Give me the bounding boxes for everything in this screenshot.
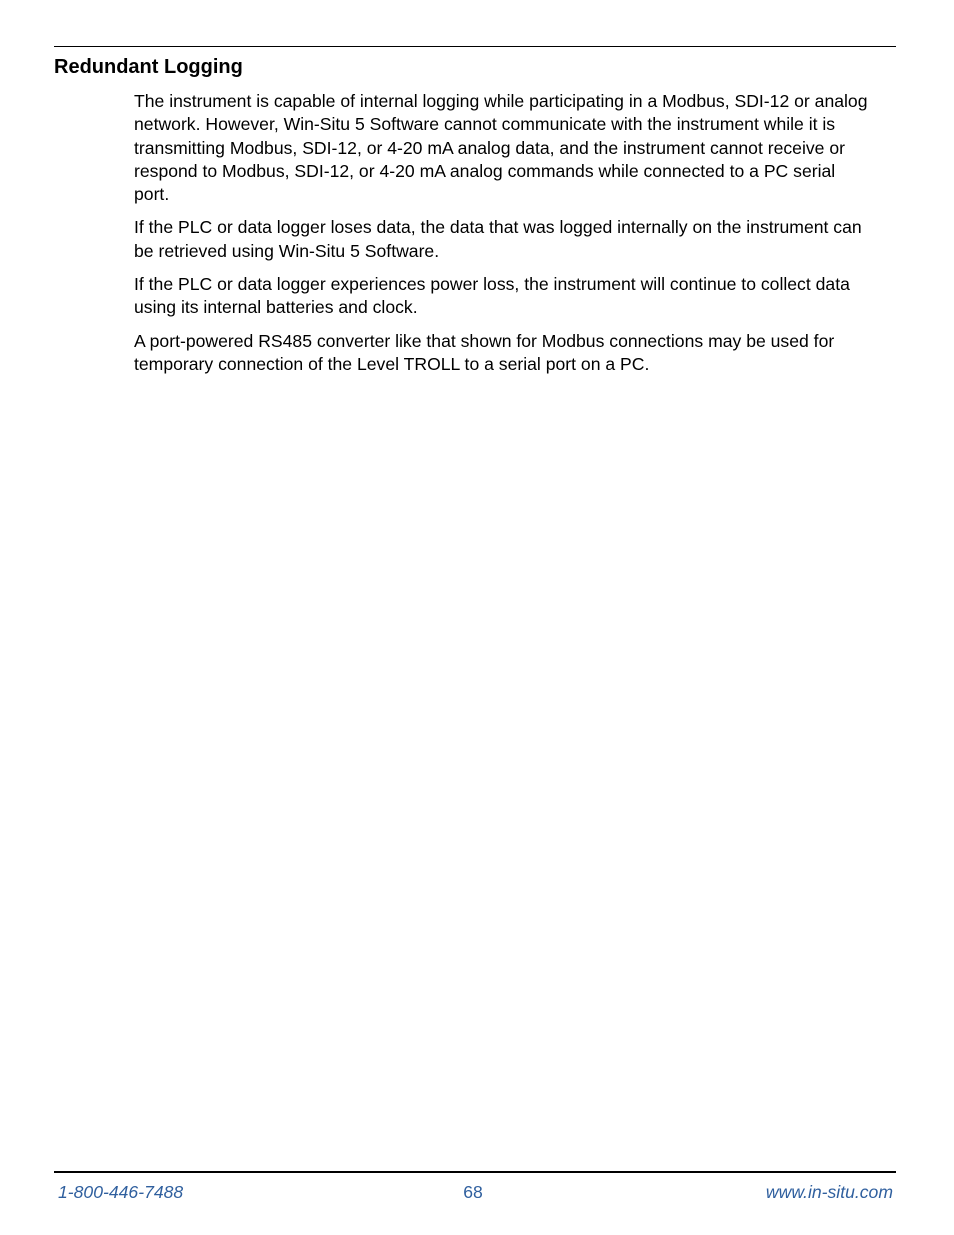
page-footer xyxy=(58,1180,893,1204)
footer-rule xyxy=(54,1171,896,1173)
header-rule xyxy=(54,46,896,47)
paragraph-rs485-converter: A port-powered RS485 converter like that shown for Modbus connections may be used for temporary connection of the Level TROLL to a serial port on a PC. xyxy=(134,330,835,374)
footer-phone: 1-800-446-7488 xyxy=(58,1182,184,1202)
paragraph-internal-logging: The instrument is capable of internal logging while participating in a Modbus, SDI-12 or analog network. However, Win-Situ 5 Software cannot communicate with the instrument while it is transmitting Modbus, SDI-12, or 4-20 mA analog data, and the instrument cannot receive or respond to Modbus, SDI-12, or 4-20 mA analog commands while connected to a PC serial port. xyxy=(134,91,868,205)
paragraph-power-loss: If the PLC or data logger experiences power loss, the instrument will continue to collect data using its internal batteries and clock. xyxy=(134,274,850,318)
footer-page-number: 68 xyxy=(463,1182,483,1202)
footer-website-link[interactable]: www.in-situ.com xyxy=(765,1182,893,1202)
section-body xyxy=(134,90,874,386)
paragraph-data-loss: If the PLC or data logger loses data, the data that was logged internally on the instrument can be retrieved using Win-Situ 5 Software. xyxy=(134,217,862,261)
section-heading: Redundant Logging xyxy=(54,56,243,78)
